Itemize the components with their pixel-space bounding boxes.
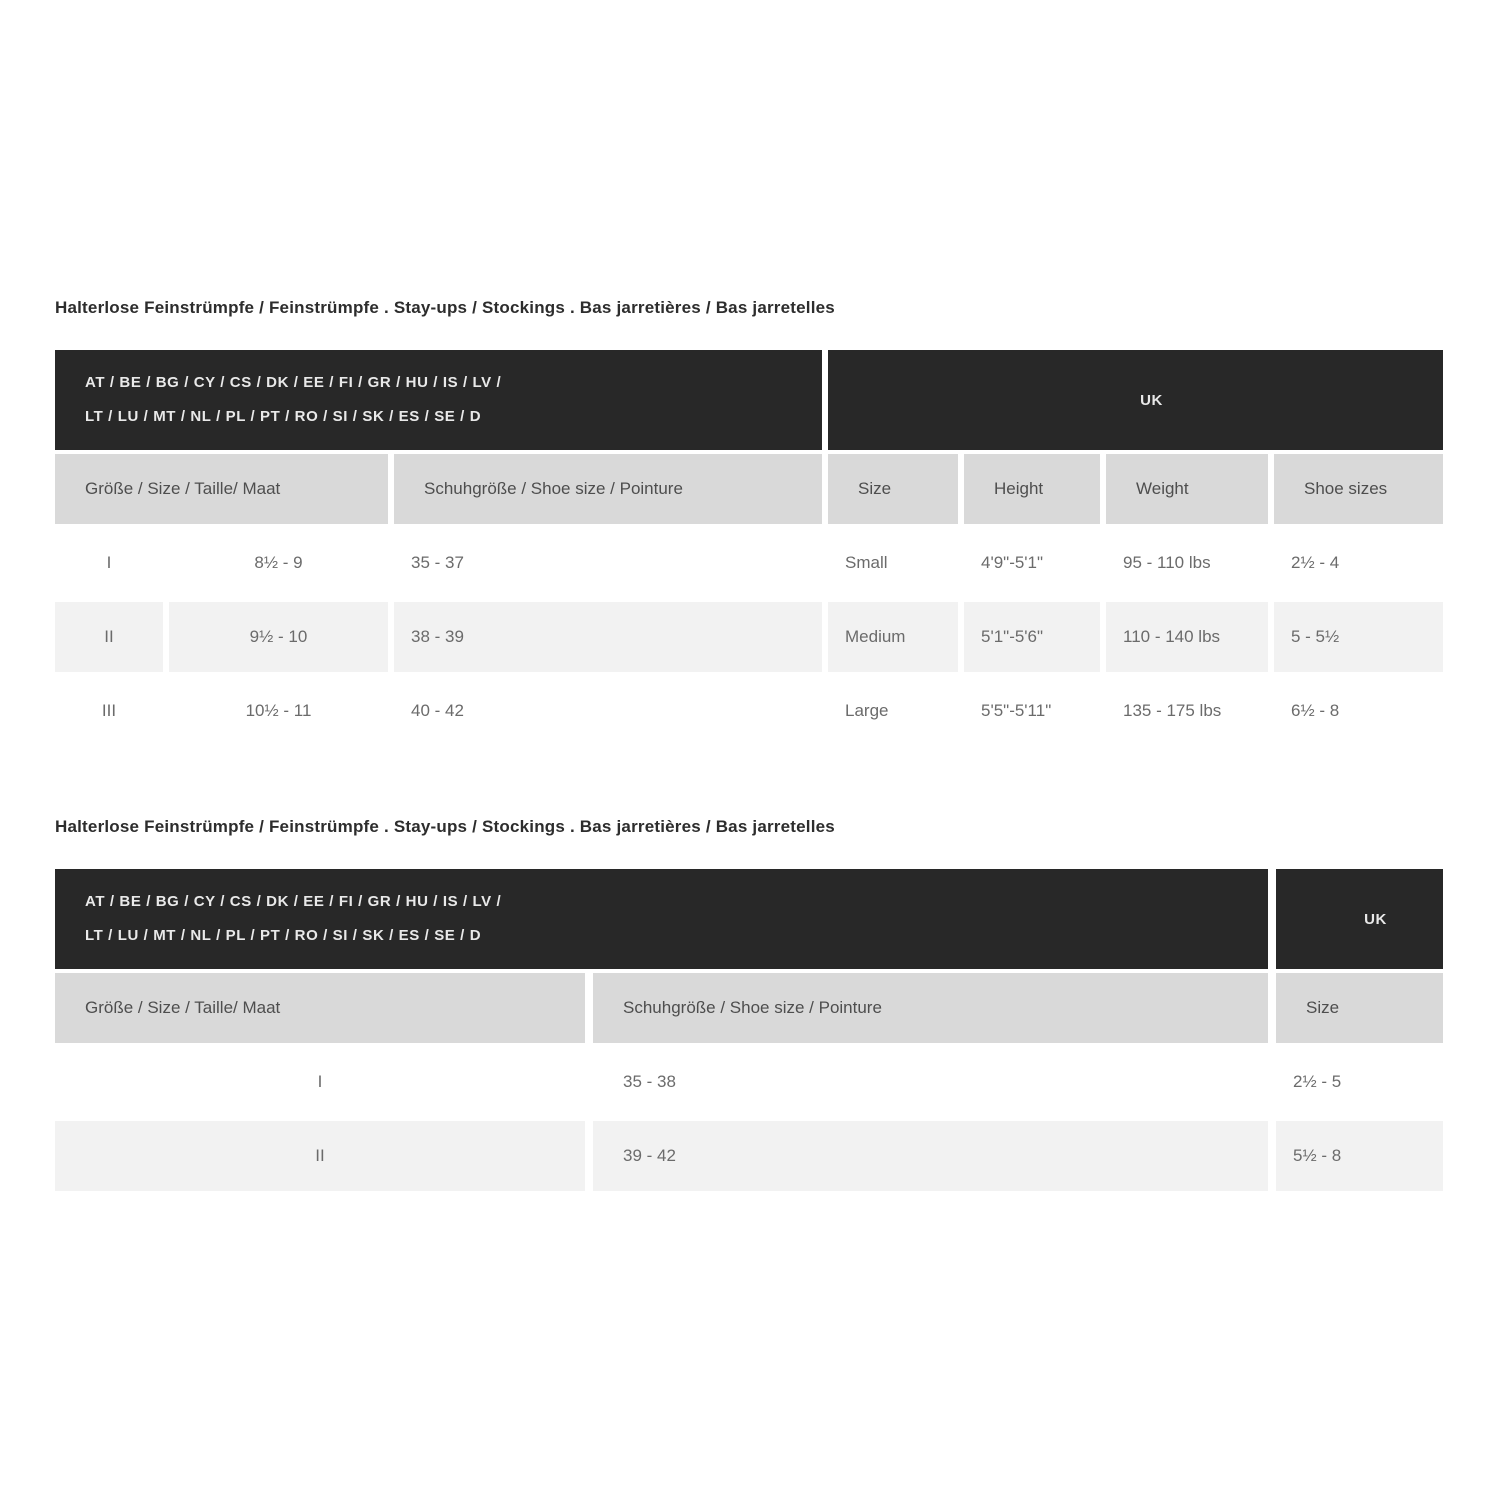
t1-row3-uk-size: Large — [845, 701, 889, 720]
t1-row1-shoe-eu: 35 - 37 — [411, 553, 464, 572]
t1-uk-label: UK — [1140, 391, 1163, 409]
t1-row2-shoe-eu: 38 - 39 — [394, 602, 822, 672]
t2-row2-uk-shoe: 5½ - 8 — [1276, 1121, 1443, 1191]
t2-uk-label: UK — [1364, 910, 1387, 928]
t1-row2-size-range: 9½ - 10 — [169, 602, 388, 672]
t1-row3-uk-height: 5'5"-5'11" — [981, 701, 1052, 720]
t1-row2-uk-size: Medium — [828, 602, 958, 672]
size-chart-content — [55, 298, 1443, 1191]
t1-row1-uk-size: Small — [845, 553, 888, 572]
t1-row2-uk-shoe: 5 - 5½ — [1274, 602, 1443, 672]
t2-row1-size-id: I — [317, 1072, 323, 1091]
t1-row1-size-id: I — [106, 553, 112, 572]
t1-row3-shoe-eu: 40 - 42 — [411, 701, 464, 720]
t1-row3-size-id: III — [101, 701, 117, 720]
t1-row3-uk-shoe: 6½ - 8 — [1291, 701, 1340, 720]
t2-eu-countries-header — [55, 869, 1268, 969]
size-table-2 — [55, 869, 1443, 1191]
t2-col-header-size: Größe / Size / Taille/ Maat — [55, 973, 585, 1043]
t1-row1-uk-height: 4'9"-5'1" — [981, 553, 1044, 572]
t1-col-header-size: Größe / Size / Taille/ Maat — [55, 454, 388, 524]
t1-row2-uk-weight: 110 - 140 lbs — [1106, 602, 1268, 672]
t1-row1-size-range: 8½ - 9 — [254, 553, 303, 572]
t1-row1-uk-shoe: 2½ - 4 — [1291, 553, 1340, 572]
table-2-title: Halterlose Feinstrümpfe / Feinstrümpfe . Stay-ups / Stockings . Bas jarretières / Bas jarretelles — [55, 817, 835, 836]
t1-eu-countries-header — [55, 350, 822, 450]
t1-col-header-shoe: Schuhgröße / Shoe size / Pointure — [394, 454, 822, 524]
t1-row3-uk-weight: 135 - 175 lbs — [1123, 701, 1222, 720]
size-table-section-1 — [55, 298, 1443, 746]
t1-col-header-uk-shoe: Shoe sizes — [1274, 454, 1443, 524]
t2-col-header-shoe: Schuhgröße / Shoe size / Pointure — [593, 973, 1268, 1043]
t2-eu-countries-line2: LT / LU / MT / NL / PL / PT / RO / SI / SK / ES / SE / D — [85, 927, 482, 944]
t2-col-header-uk-size: Size — [1276, 973, 1443, 1043]
t1-uk-header — [828, 350, 1443, 450]
t1-eu-countries-line2: LT / LU / MT / NL / PL / PT / RO / SI / SK / ES / SE / D — [85, 408, 482, 425]
table-1-title: Halterlose Feinstrümpfe / Feinstrümpfe . Stay-ups / Stockings . Bas jarretières / Bas jarretelles — [55, 298, 835, 317]
t1-row3-size-range: 10½ - 11 — [245, 701, 312, 720]
t2-eu-countries-line1: AT / BE / BG / CY / CS / DK / EE / FI / GR / HU / IS / LV / — [85, 893, 502, 910]
size-table-1 — [55, 350, 1443, 746]
t2-row1-uk-shoe: 2½ - 5 — [1293, 1072, 1342, 1091]
t1-col-header-uk-weight: Weight — [1106, 454, 1268, 524]
t2-row1-shoe-eu: 35 - 38 — [623, 1072, 676, 1091]
t1-row2-size-id: II — [55, 602, 163, 672]
t2-uk-header — [1276, 869, 1443, 969]
t1-row1-uk-weight: 95 - 110 lbs — [1123, 553, 1211, 572]
t1-col-header-uk-size: Size — [828, 454, 958, 524]
t1-col-header-uk-height: Height — [964, 454, 1100, 524]
t1-eu-countries-line1: AT / BE / BG / CY / CS / DK / EE / FI / GR / HU / IS / LV / — [85, 374, 502, 391]
size-table-section-2 — [55, 817, 1443, 1191]
t1-row2-uk-height: 5'1"-5'6" — [964, 602, 1100, 672]
t2-row2-shoe-eu: 39 - 42 — [593, 1121, 1268, 1191]
t2-row2-size-id: II — [55, 1121, 585, 1191]
